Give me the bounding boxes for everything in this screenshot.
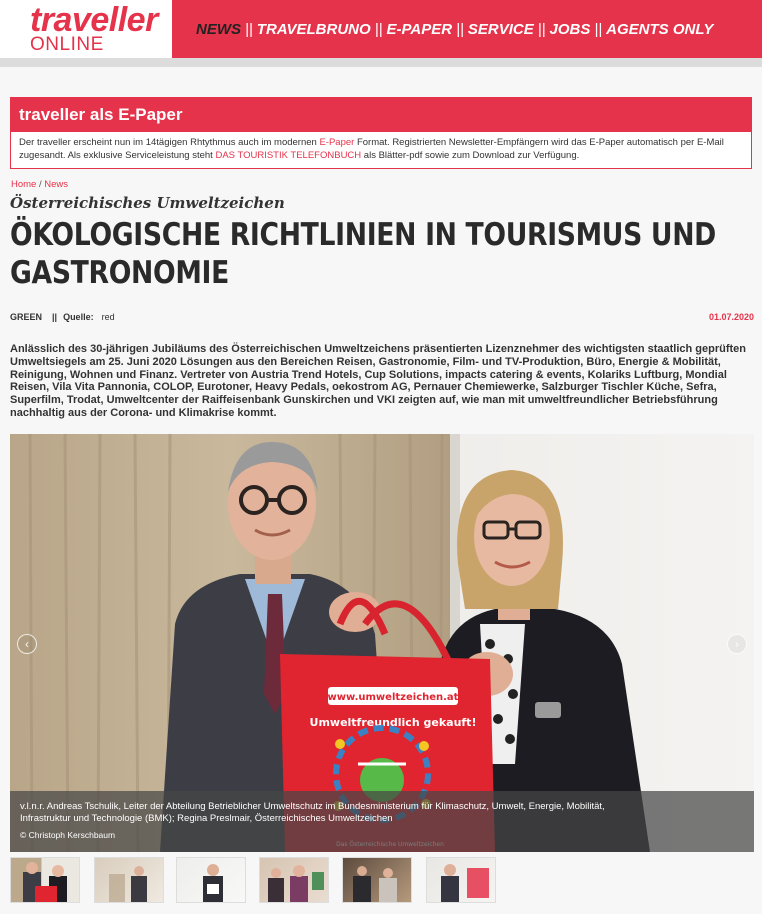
nav-separator: ||	[245, 20, 253, 38]
article-source: red	[101, 312, 115, 322]
breadcrumb-home[interactable]: Home	[11, 179, 37, 190]
nav-separator: ||	[456, 20, 464, 38]
epaper-info-box	[10, 97, 752, 169]
headline-line: GASTRONOMIE	[10, 255, 229, 291]
source-label: Quelle:	[63, 312, 94, 322]
article-date: 01.07.2020	[708, 312, 754, 322]
thumbnail-2[interactable]	[94, 857, 164, 903]
thumbnail-5[interactable]	[342, 857, 412, 903]
nav-item-news[interactable]: NEWS	[196, 20, 241, 38]
nav-item-e-paper[interactable]: E-PAPER	[386, 20, 453, 38]
article-lead: Anlässlich des 30-jährigen Jubiläums des Österreichischen Umweltzeichens präsentierten Lizenznehmer des wichtigsten staatlich geprüften Umweltsiegels am 25. Juni 2020 Lösungen aus den Bereichen Reisen, Gastronomie, Film- und TV-Produktion, Büro, Energie & Mobilität, Reinigung, Wohnen und Finanz. Vertreter von Austria Trend Hotels, Cup Solutions, impacts catering & events, Kolariks Luftburg, Mondial Reisen, Vila Vita Pannonia, COLOP, Eurotoner, Heavy Pedals, oekostrom AG, Pernauer Chemiewerke, Salzburger Tischler Küche, Sefra, Superfilm, Trodat, Umweltcenter der Raiffeisenbank Gunskirchen und VKI zeigten auf, wie man mit umweltfreundlicher Betriebsführung nachhaltig aus der Corona- und Klimakrise kommt.	[10, 343, 746, 419]
breadcrumb-news[interactable]: News	[44, 179, 69, 190]
main-navigation	[196, 18, 713, 40]
thumbnail-image	[95, 858, 164, 903]
epaper-text-part: als Blätter-pdf sowie zum Download zur Verfügung.	[361, 149, 580, 161]
epaper-box-text	[11, 132, 751, 162]
article-meta	[10, 312, 754, 326]
meta-separator: ||	[52, 312, 58, 322]
breadcrumb	[11, 179, 68, 190]
thumbnail-1[interactable]	[10, 857, 80, 903]
epaper-link[interactable]: E-Paper	[319, 137, 355, 148]
epaper-text-part: Format. Registrierten Newsletter-Empfängern wird das E-Paper automatisch per E-Mail zugesandt. Als exklusive Serviceleistung steht	[19, 137, 724, 161]
bag-url-text: www.umweltzeichen.at	[327, 692, 459, 703]
nav-item-jobs[interactable]: JOBS	[549, 20, 591, 38]
nav-separator: ||	[374, 20, 383, 38]
thumbnail-image	[11, 858, 80, 903]
thumbnail-4[interactable]	[259, 857, 329, 903]
photo-caption	[10, 791, 754, 852]
slider-prev-button[interactable]: ‹	[17, 634, 37, 654]
caption-text: Infrastruktur und Technologie (BMK); Regina Preslmair, Österreichisches Umweltzeichen	[20, 813, 393, 824]
nav-item-travelbruno[interactable]: TRAVELBRUNO	[256, 20, 371, 38]
nav-separator: ||	[594, 20, 603, 38]
slider-next-button[interactable]: ›	[727, 634, 747, 654]
breadcrumb-separator: /	[36, 179, 45, 190]
headline-line: ÖKOLOGISCHE RICHTLINIEN IN TOURISMUS UND	[10, 217, 716, 253]
article-photo	[10, 434, 754, 852]
article-kicker: Österreichisches Umweltzeichen	[10, 194, 285, 212]
thumbnail-image	[343, 858, 412, 903]
epaper-box-title: traveller als E-Paper	[11, 98, 751, 132]
article-photo-slider[interactable]	[10, 434, 754, 852]
nav-separator: ||	[537, 20, 546, 38]
site-logo[interactable]	[0, 0, 172, 58]
caption-text: v.l.n.r. Andreas Tschulik, Leiter der Abteilung Betrieblicher Umweltschutz im Bundesministerium für Klimaschutz, Umwelt, Energie, Mobilität,	[20, 801, 605, 812]
thumbnail-image	[427, 858, 496, 903]
page-content	[0, 67, 762, 914]
article-category[interactable]: GREEN	[10, 312, 43, 322]
epaper-text-part: Der traveller erscheint nun im 14tägigen Rhtythmus auch im modernen	[19, 137, 320, 148]
logo-wordmark: traveller	[30, 1, 158, 39]
photo-credit: © Christoph Kerschbaum	[20, 830, 116, 840]
site-header	[0, 0, 762, 58]
nav-item-agents-only[interactable]: AGENTS ONLY	[606, 20, 714, 38]
photo-thumbnails	[10, 857, 754, 903]
thumbnail-image	[260, 858, 329, 903]
thumbnail-3[interactable]	[176, 857, 246, 903]
thumbnail-6[interactable]	[426, 857, 496, 903]
thumbnail-image	[177, 858, 246, 903]
logo-subtitle: ONLINE	[30, 34, 104, 55]
bag-slogan-text: Umweltfreundlich gekauft!	[309, 716, 477, 729]
article-headline	[10, 216, 750, 292]
nav-item-service[interactable]: SERVICE	[467, 20, 534, 38]
header-divider	[0, 58, 762, 67]
telefonbuch-link[interactable]: DAS TOURISTIK TELEFONBUCH	[215, 149, 362, 161]
